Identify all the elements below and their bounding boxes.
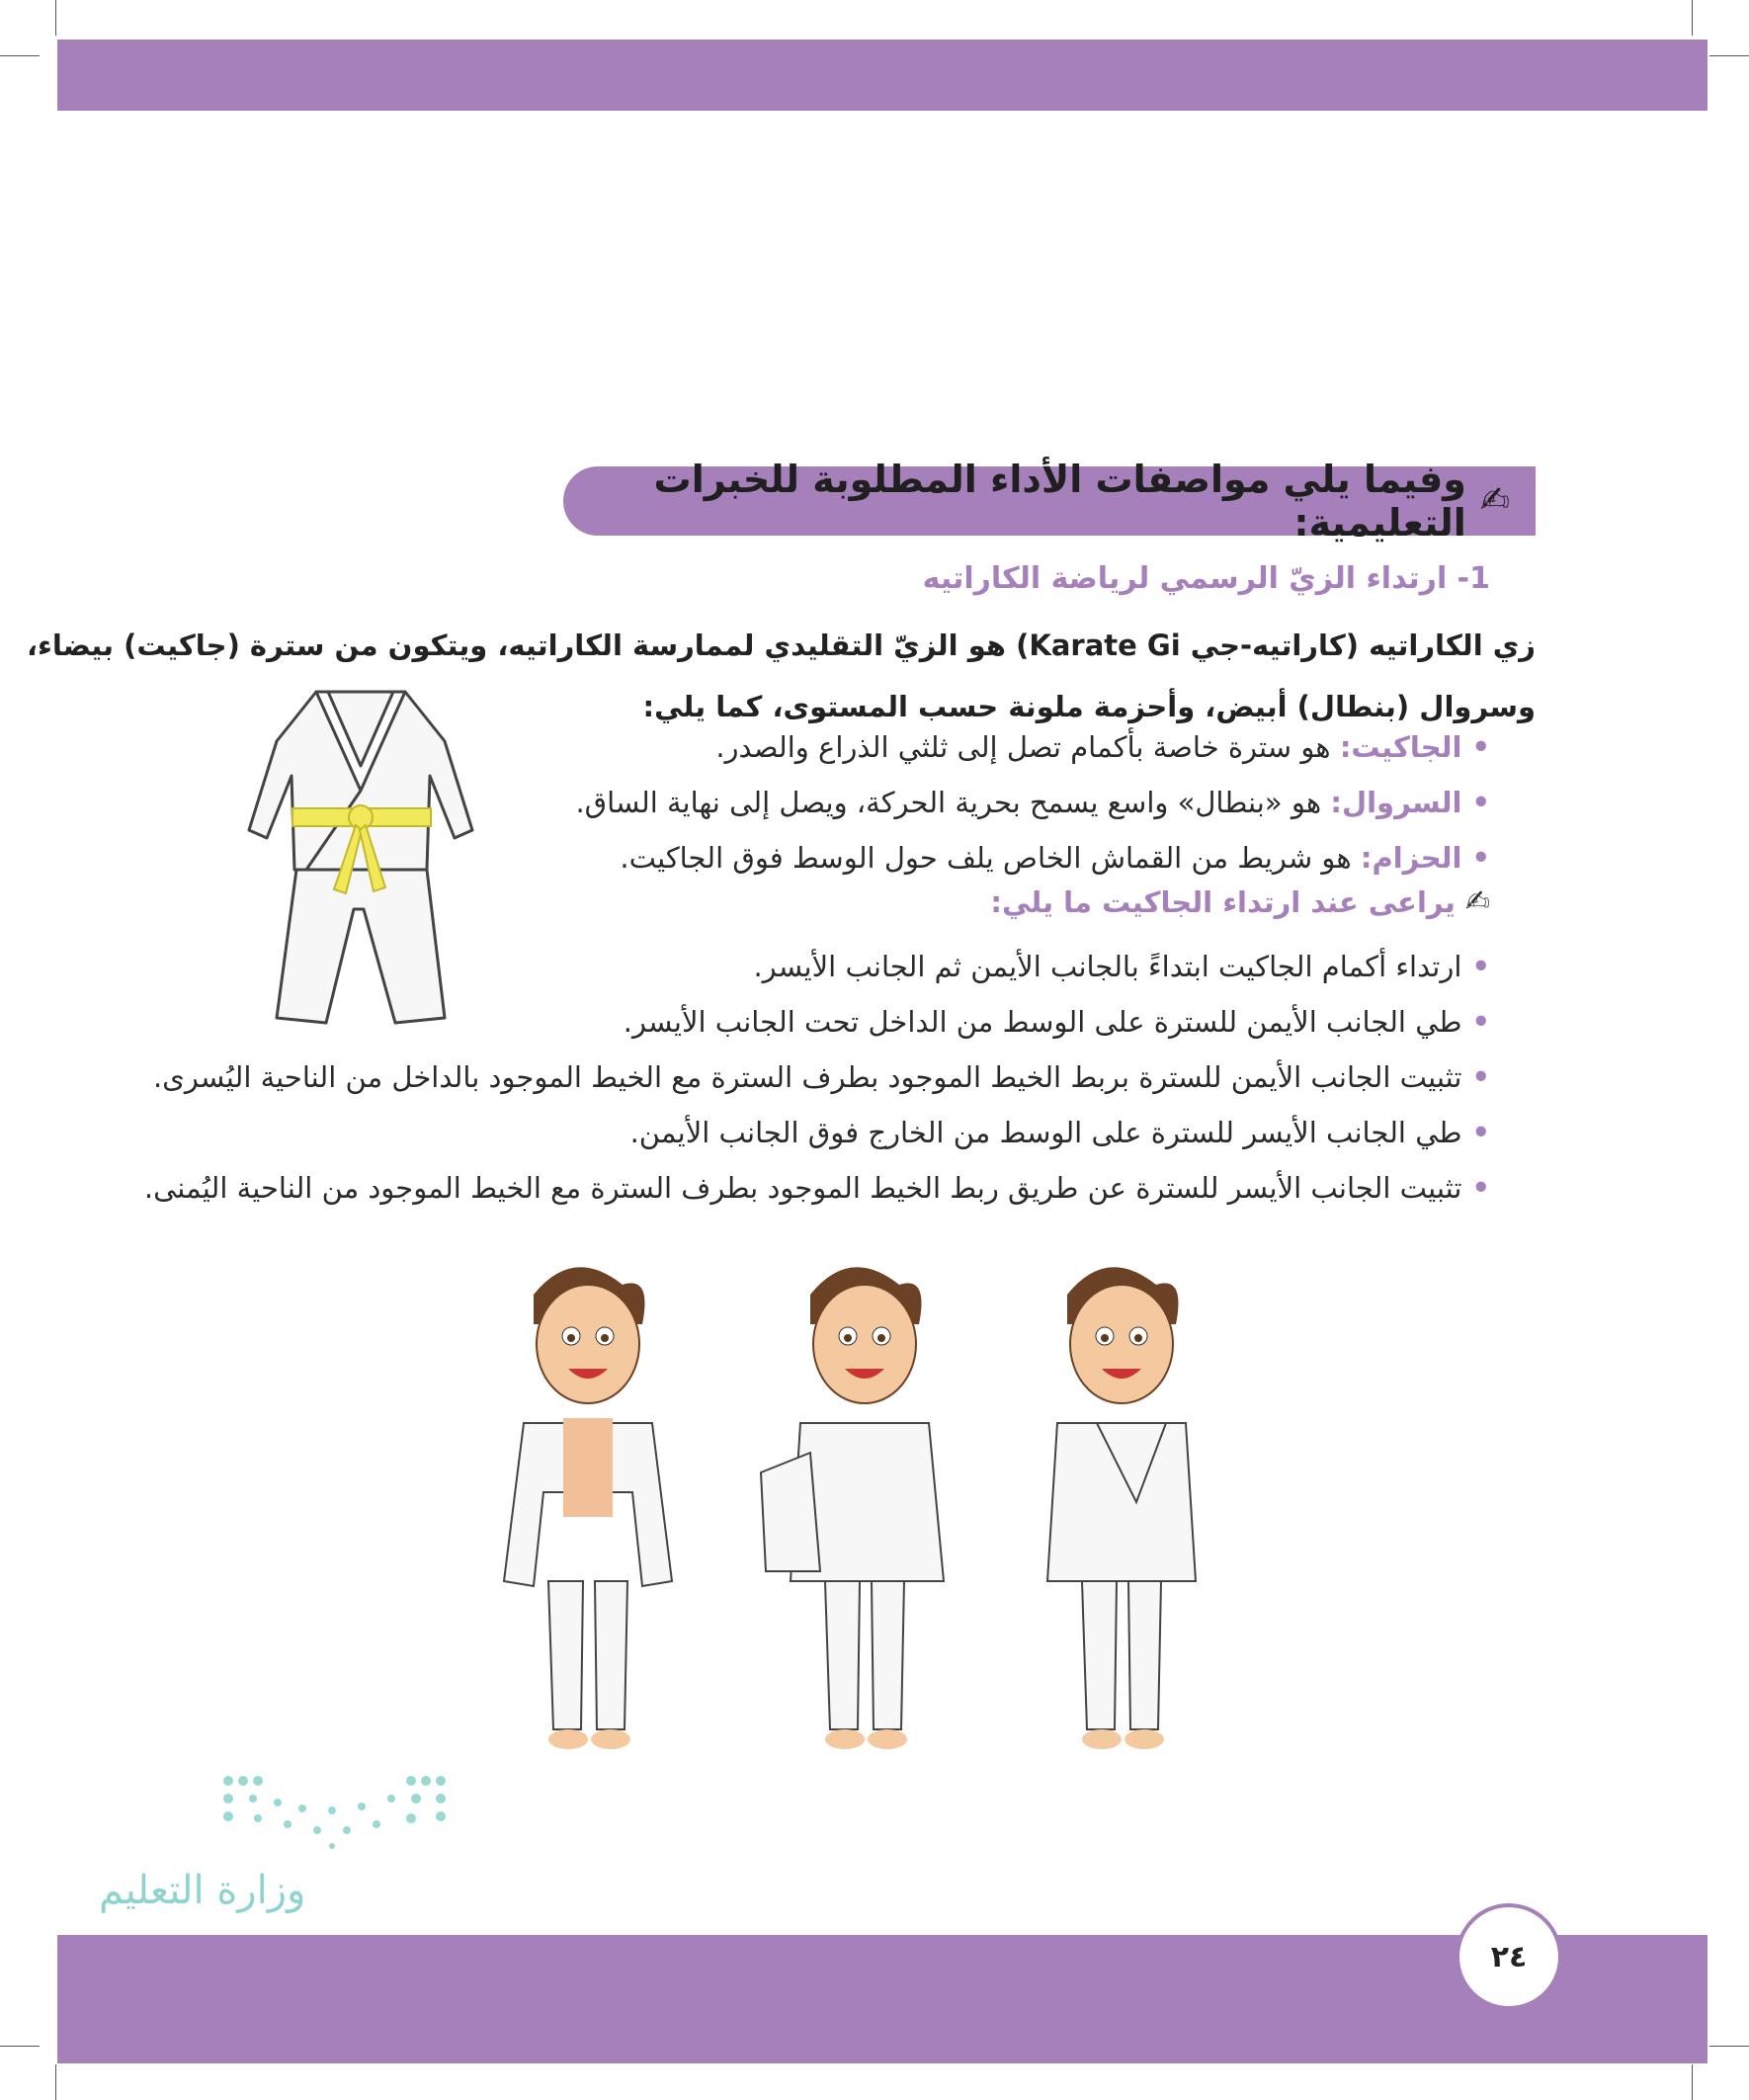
term-label: الجاكيت: (1339, 730, 1462, 764)
term-label: الحزام: (1360, 841, 1462, 875)
crop-mark (1709, 55, 1749, 56)
step-text: ارتداء أكمام الجاكيت ابتداءً بالجانب الأيمن ثم الجانب الأيسر. (753, 950, 1462, 983)
list-item: •السروال: هو «بنطال» واسع يسمح بحرية الحركة، ويصل إلى نهاية الساق. (575, 786, 1490, 819)
page-number: ٢٤ (1456, 1903, 1562, 2010)
list-item: •الجاكيت: هو سترة خاصة بأكمام تصل إلى ثلثي الذراع والصدر. (715, 730, 1490, 764)
list-item: •ارتداء أكمام الجاكيت ابتداءً بالجانب الأيمن ثم الجانب الأيسر. (753, 950, 1490, 983)
term-label: السروال: (1330, 786, 1462, 819)
term-definition: هو «بنطال» واسع يسمح بحرية الحركة، ويصل إلى نهاية الساق. (575, 786, 1331, 819)
header-band (57, 40, 1707, 111)
lesson-subtitle: 1- ارتداء الزيّ الرسمي لرياضة الكاراتيه (922, 561, 1490, 596)
crop-mark (0, 55, 40, 56)
section-title: وفيما يلي مواصفات الأداء المطلوبة للخبرات التعليمية: (653, 458, 1466, 545)
step-text: تثبيت الجانب الأيمن للسترة بربط الخيط الموجود بطرف السترة مع الخيط الموجود بالداخل من الناحية اليُسرى. (152, 1060, 1462, 1094)
dressing-steps-illustration (494, 1255, 1206, 1759)
crop-mark (1692, 0, 1693, 36)
pencil-hand-icon: ✍ (1479, 480, 1510, 521)
crop-mark (1692, 2064, 1693, 2100)
section-banner (563, 458, 1536, 545)
crop-mark (55, 2064, 56, 2100)
kid-figure (1047, 1267, 1196, 1749)
pencil-hand-icon: ✍ (1464, 884, 1490, 919)
step-text: طي الجانب الأيسر للسترة على الوسط من الخارج فوق الجانب الأيمن. (629, 1116, 1462, 1149)
karate-gi-illustration (247, 682, 474, 1028)
term-definition: هو سترة خاصة بأكمام تصل إلى ثلثي الذراع والصدر. (715, 730, 1340, 764)
crop-mark (1709, 2046, 1749, 2047)
ministry-logo-text: وزارة التعليم (99, 1868, 306, 1913)
step-text: طي الجانب الأيمن للسترة على الوسط من الداخل تحت الجانب الأيسر. (623, 1005, 1462, 1039)
term-definition: هو شريط من القماش الخاص يلف حول الوسط فوق الجاكيت. (620, 841, 1361, 875)
list-item: •الحزام: هو شريط من القماش الخاص يلف حول الوسط فوق الجاكيت. (620, 841, 1490, 875)
uniform-parts-list (575, 719, 1490, 885)
list-item: •تثبيت الجانب الأيسر للسترة عن طريق ربط الخيط الموجود بطرف السترة مع الخيط الموجود من الناحية اليُمنى. (143, 1171, 1490, 1205)
intro-line: وسروال (بنطال) أبيض، وأحزمة ملونة حسب المستوى، كما يلي: (642, 690, 1536, 723)
step-text: تثبيت الجانب الأيسر للسترة عن طريق ربط الخيط الموجود بطرف السترة مع الخيط الموجود من الناحية اليُمنى. (143, 1171, 1462, 1205)
list-item: •طي الجانب الأيسر للسترة على الوسط من الخارج فوق الجانب الأيمن. (629, 1116, 1490, 1149)
note-title: يراعى عند ارتداء الجاكيت ما يلي: (990, 885, 1456, 919)
kid-figure (761, 1267, 944, 1749)
kid-figure (504, 1267, 672, 1749)
note-heading (990, 885, 1490, 919)
crop-mark (55, 0, 56, 36)
list-item: •تثبيت الجانب الأيمن للسترة بربط الخيط الموجود بطرف السترة مع الخيط الموجود بالداخل من الناحية اليُسرى. (152, 1060, 1490, 1094)
intro-line: زي الكاراتيه (كاراتيه-جي Karate Gi) هو الزيّ التقليدي لممارسة الكاراتيه، ويتكون من سترة (جاكيت) بيضاء، (27, 629, 1536, 662)
list-item: •طي الجانب الأيمن للسترة على الوسط من الداخل تحت الجانب الأيسر. (623, 1005, 1490, 1039)
crop-mark (0, 2046, 40, 2047)
